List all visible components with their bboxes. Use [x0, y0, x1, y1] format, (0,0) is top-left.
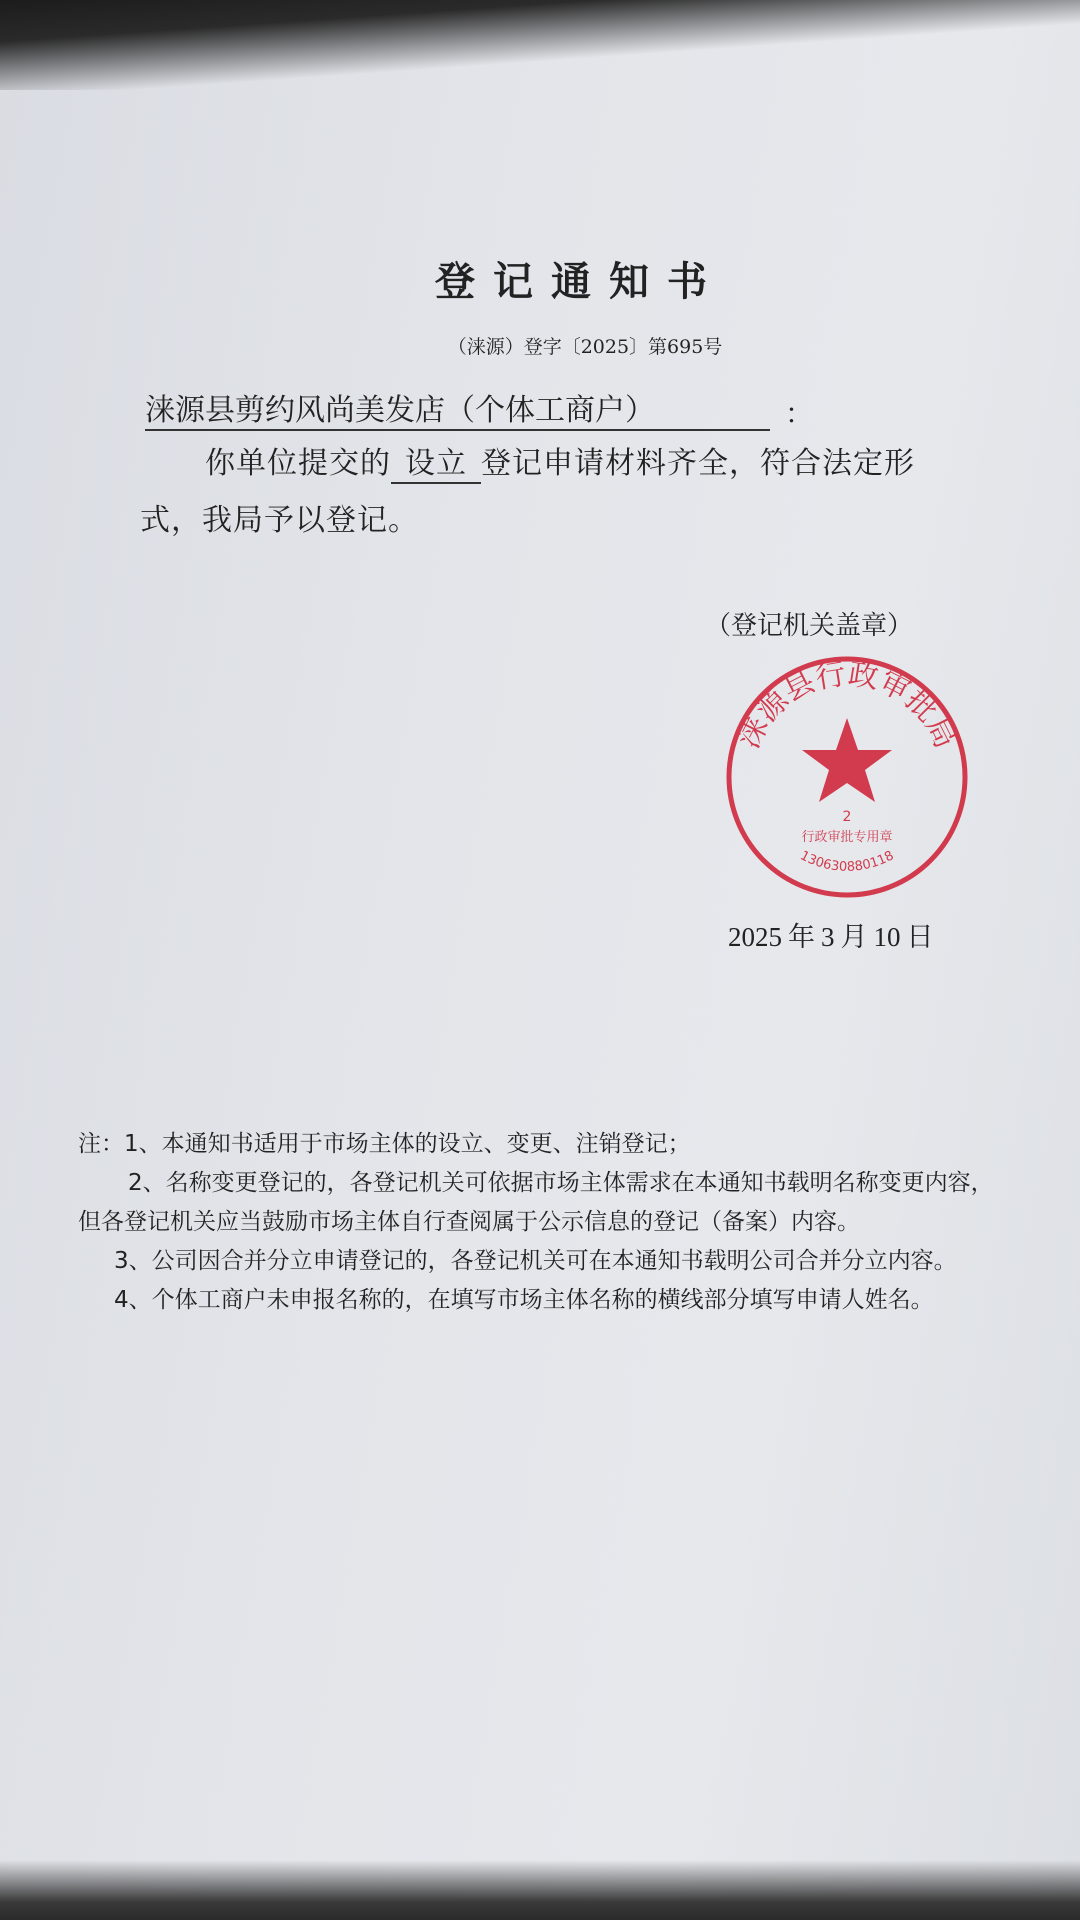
date-month-unit: 月 — [840, 922, 868, 952]
body-line-1 — [205, 438, 915, 484]
document-number: （涞源）登字〔2025〕第695号 — [447, 336, 723, 358]
notes-section — [78, 1125, 994, 1320]
body-prefix: 你单位提交的 — [205, 446, 391, 481]
recipient-name: 涞源县剪约风尚美发店（个体工商户） — [145, 385, 770, 431]
date-year: 2025 — [728, 922, 782, 952]
note-2-continued: 但各登记机关应当鼓励市场主体自行查阅属于公示信息的登记（备案）内容。 — [78, 1209, 860, 1235]
photo-bottom-shadow — [0, 1860, 1080, 1920]
stamp-label: （登记机关盖章） — [705, 611, 914, 641]
issue-date — [728, 915, 940, 954]
seal-code: 130630880118 — [797, 848, 897, 875]
note-1: 注：1、本通知书适用于市场主体的设立、变更、注销登记； — [78, 1131, 691, 1157]
official-seal — [722, 652, 972, 902]
date-year-unit: 年 — [788, 922, 815, 952]
document-title: 登记通知书 — [435, 259, 725, 305]
note-4: 4、个体工商户未申报名称的，在填写市场主体名称的横线部分填写申请人姓名。 — [114, 1287, 934, 1313]
note-2: 2、名称变更登记的，各登记机关可依据市场主体需求在本通知书载明名称变更内容， — [128, 1170, 994, 1196]
seal-ring-text: 涞源县行政审批局 — [731, 656, 963, 754]
body-line-2: 式，我局予以登记。 — [140, 503, 419, 538]
registration-type: 设立 — [391, 438, 481, 484]
body-suffix: 登记申请材料齐全，符合法定形 — [481, 446, 915, 481]
seal-bottom-text: 行政审批专用章 — [801, 830, 893, 845]
photo-top-shadow — [0, 0, 1080, 90]
seal-star-icon — [802, 718, 892, 802]
date-day: 10 — [873, 922, 901, 952]
date-day-unit: 日 — [906, 922, 934, 952]
recipient-colon: ： — [785, 397, 814, 430]
note-3: 3、公司因合并分立申请登记的，各登记机关可在本通知书载明公司合并分立内容。 — [114, 1248, 957, 1274]
seal-inner-number: 2 — [842, 809, 852, 825]
date-month: 3 — [821, 922, 835, 952]
